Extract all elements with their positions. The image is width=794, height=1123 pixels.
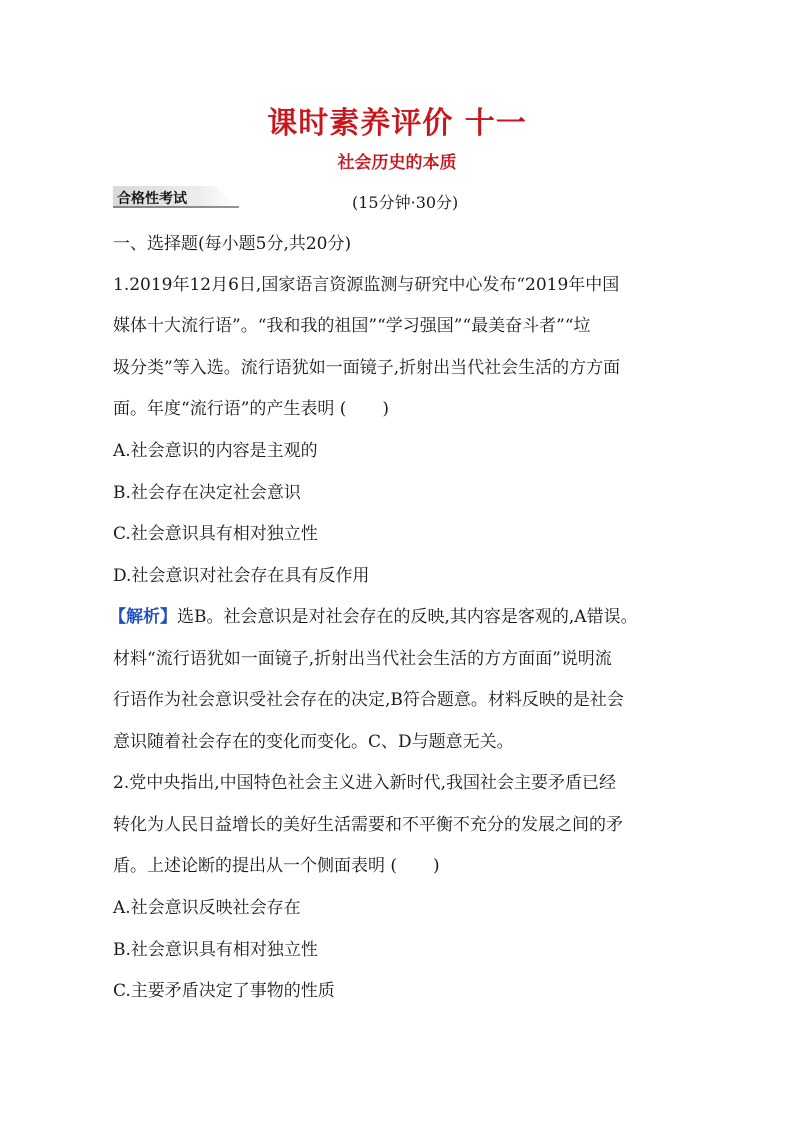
q1-stem-line: 圾分类”等入选。流行语犹如一面镜子,折射出当代社会生活的方方面 bbox=[113, 358, 621, 378]
q1-analysis-line: 材料“流行语犹如一面镜子,折射出当代社会生活的方方面面”说明流 bbox=[113, 649, 612, 669]
page-subtitle: 社会历史的本质 bbox=[337, 153, 457, 173]
q1-analysis-text: 选B。社会意识是对社会存在的反映,其内容是客观的,A错误。 bbox=[177, 607, 638, 627]
q1-analysis-line: 行语作为社会意识受社会存在的决定,B符合题意。材料反映的是社会 bbox=[113, 690, 624, 710]
q2-paren-close: ) bbox=[433, 856, 440, 876]
q1-stem-line: 1.2019年12月6日,国家语言资源监测与研究中心发布“2019年中国 bbox=[113, 275, 620, 295]
q2-option-b: B.社会意识具有相对独立性 bbox=[113, 940, 318, 960]
q2-option-c: C.主要矛盾决定了事物的性质 bbox=[113, 981, 335, 1001]
q2-stem-last-line bbox=[113, 855, 440, 877]
q1-option-d: D.社会意识对社会存在具有反作用 bbox=[113, 566, 370, 586]
q1-stem-text: 面。年度“流行语”的产生表明 ( bbox=[113, 399, 347, 419]
q1-analysis-line: 意识随着社会存在的变化而变化。C、D与题意无关。 bbox=[113, 732, 514, 752]
part-heading: 一、选择题(每小题5分,共20分) bbox=[113, 234, 352, 254]
analysis-tag: 【解析】 bbox=[109, 607, 177, 627]
q1-stem-last-line bbox=[113, 398, 389, 420]
q1-option-a: A.社会意识的内容是主观的 bbox=[113, 441, 318, 461]
q1-option-b: B.社会存在决定社会意识 bbox=[113, 483, 301, 503]
q2-stem-text: 盾。上述论断的提出从一个侧面表明 ( bbox=[113, 856, 398, 876]
q2-stem-line: 2.党中央指出,中国特色社会主义进入新时代,我国社会主要矛盾已经 bbox=[113, 773, 617, 793]
page-title: 课时素养评价 十一 bbox=[267, 106, 527, 141]
q2-option-a: A.社会意识反映社会存在 bbox=[113, 898, 301, 918]
section-tag-label: 合格性考试 bbox=[117, 191, 187, 207]
q1-paren-close: ) bbox=[382, 399, 390, 419]
q2-stem-line: 转化为人民日益增长的美好生活需要和不平衡不充分的发展之间的矛 bbox=[113, 815, 623, 835]
q1-option-c: C.社会意识具有相对独立性 bbox=[113, 524, 318, 544]
q1-stem-line: 媒体十大流行语”。“我和我的祖国”“学习强国”“最美奋斗者”“垃 bbox=[113, 316, 591, 336]
time-info: (15分钟·30分) bbox=[352, 193, 459, 212]
q1-analysis-line bbox=[109, 606, 638, 628]
section-tag bbox=[113, 186, 239, 208]
